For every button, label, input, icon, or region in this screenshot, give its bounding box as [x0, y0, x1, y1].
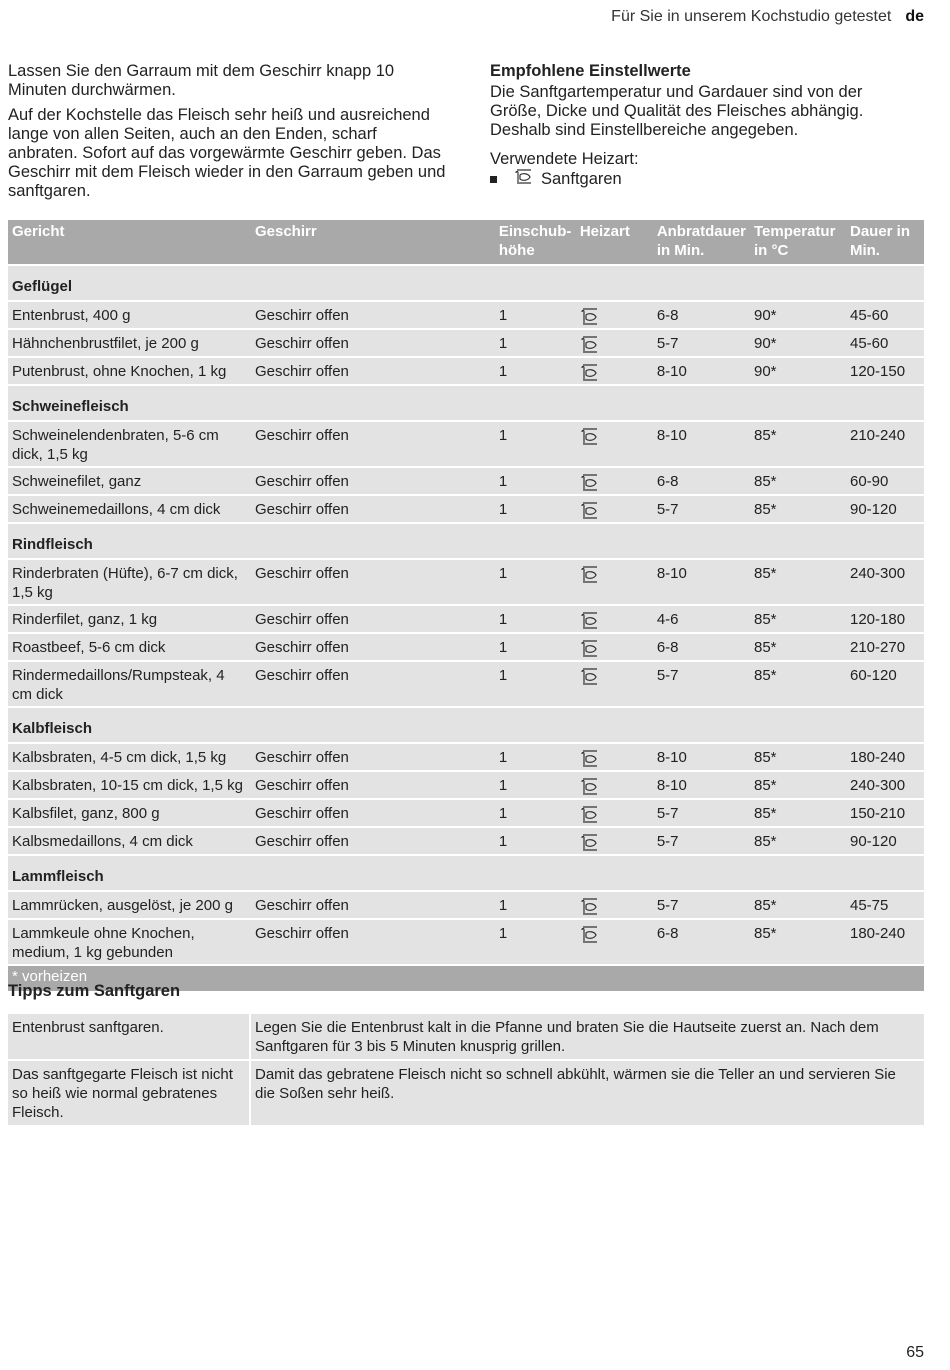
dish-cell: Kalbsfilet, ganz, 800 g: [8, 799, 251, 827]
heating-mode-cell: [576, 661, 653, 707]
temperature-cell: 85*: [750, 559, 846, 605]
duration-cell: 90-120: [846, 495, 924, 523]
dish-cell: Rinderfilet, ganz, 1 kg: [8, 605, 251, 633]
temperature-cell: 85*: [750, 891, 846, 919]
sanftgaren-icon: [580, 806, 649, 824]
sanftgaren-icon: [580, 668, 649, 686]
heating-mode-cell: [576, 919, 653, 965]
shelf-level-cell: 1: [495, 301, 576, 329]
table-header-row: [8, 220, 924, 265]
dish-cell: Kalbsbraten, 10-15 cm dick, 1,5 kg: [8, 771, 251, 799]
sear-time-cell: 5-7: [653, 799, 750, 827]
heating-mode-label: Sanftgaren: [541, 170, 622, 188]
dish-cell: Rindermedaillons/Rumpsteak, 4 cm dick: [8, 661, 251, 707]
dishware-cell: Geschirr offen: [251, 661, 495, 707]
table-row: [8, 827, 924, 855]
shelf-level-cell: 1: [495, 661, 576, 707]
dish-cell: Schweinelendenbraten, 5-6 cm dick, 1,5 kg: [8, 421, 251, 467]
shelf-level-cell: 1: [495, 799, 576, 827]
dishware-cell: Geschirr offen: [251, 771, 495, 799]
temperature-cell: 85*: [750, 605, 846, 633]
heating-mode-cell: [576, 421, 653, 467]
dish-cell: Roastbeef, 5-6 cm dick: [8, 633, 251, 661]
intro-paragraph-1: Lassen Sie den Garraum mit dem Geschirr knapp 10 Minuten durchwärmen.: [8, 62, 395, 99]
heating-mode-cell: [576, 891, 653, 919]
category-row: [8, 855, 924, 891]
tip-problem: Entenbrust sanftgaren.: [8, 1013, 250, 1060]
duration-cell: 120-150: [846, 357, 924, 385]
dishware-cell: Geschirr offen: [251, 467, 495, 495]
heating-mode-cell: [576, 329, 653, 357]
sear-time-cell: 5-7: [653, 891, 750, 919]
tip-solution: Legen Sie die Entenbrust kalt in die Pfanne und braten Sie die Hautseite zuerst an. Nach dem Sanftgaren für 3 bis 5 Minuten knusprig grillen.: [250, 1013, 924, 1060]
intro-paragraph-2: Auf der Kochstelle das Fleisch sehr heiß und ausreichend lange von allen Seiten, auch an den Enden, scharf anbraten. Sofort auf das vorgewärmte Geschirr geben. Das Geschirr mit dem Fleisch wieder in den Garraum geben und sanftgaren.: [8, 106, 446, 200]
dishware-cell: Geschirr offen: [251, 357, 495, 385]
duration-cell: 240-300: [846, 559, 924, 605]
dishware-cell: Geschirr offen: [251, 559, 495, 605]
temperature-cell: 90*: [750, 357, 846, 385]
dishware-cell: Geschirr offen: [251, 743, 495, 771]
dishware-cell: Geschirr offen: [251, 301, 495, 329]
sanftgaren-icon: [580, 778, 649, 796]
sanftgaren-icon: [580, 834, 649, 852]
table-row: [8, 799, 924, 827]
duration-cell: 210-240: [846, 421, 924, 467]
header-dish: Gericht: [8, 220, 251, 265]
dishware-cell: Geschirr offen: [251, 421, 495, 467]
cooking-table: [8, 220, 924, 991]
sear-time-cell: 8-10: [653, 357, 750, 385]
heating-mode-cell: [576, 605, 653, 633]
shelf-level-cell: 1: [495, 827, 576, 855]
duration-cell: 60-120: [846, 661, 924, 707]
sanftgaren-icon: [580, 428, 649, 446]
heating-label: Verwendete Heizart:: [490, 150, 639, 168]
sanftgaren-icon: [580, 612, 649, 630]
shelf-level-cell: 1: [495, 559, 576, 605]
table-row: [8, 891, 924, 919]
dish-cell: Rinderbraten (Hüfte), 6-7 cm dick, 1,5 kg: [8, 559, 251, 605]
sanftgaren-icon: [580, 336, 649, 354]
tips-table: [8, 1012, 924, 1125]
temperature-cell: 85*: [750, 421, 846, 467]
table-row: [8, 467, 924, 495]
category-row: [8, 385, 924, 421]
temperature-cell: 85*: [750, 467, 846, 495]
temperature-cell: 85*: [750, 919, 846, 965]
page-header: [611, 8, 924, 26]
settings-section: [490, 62, 910, 190]
sear-time-cell: 8-10: [653, 743, 750, 771]
sear-time-cell: 6-8: [653, 301, 750, 329]
table-row: [8, 661, 924, 707]
sear-time-cell: 6-8: [653, 919, 750, 965]
heating-mode-cell: [576, 495, 653, 523]
duration-cell: 45-60: [846, 301, 924, 329]
shelf-level-cell: 1: [495, 891, 576, 919]
table-row: [8, 301, 924, 329]
intro-text: [8, 62, 448, 207]
bullet-marker: [490, 176, 497, 183]
dish-cell: Kalbsmedaillons, 4 cm dick: [8, 827, 251, 855]
category-row: [8, 707, 924, 743]
dishware-cell: Geschirr offen: [251, 827, 495, 855]
table-row: [8, 919, 924, 965]
sear-time-cell: 6-8: [653, 467, 750, 495]
dish-cell: Lammrücken, ausgelöst, je 200 g: [8, 891, 251, 919]
heating-mode-cell: [576, 559, 653, 605]
table-row: [8, 357, 924, 385]
shelf-level-cell: 1: [495, 633, 576, 661]
tip-problem: Das sanftgegarte Fleisch ist nicht so heiß wie normal gebratenes Fleisch.: [8, 1060, 250, 1125]
dish-cell: Lammkeule ohne Knochen, medium, 1 kg gebunden: [8, 919, 251, 965]
heating-mode-cell: [576, 467, 653, 495]
sanftgaren-icon: [580, 474, 649, 492]
shelf-level-cell: 1: [495, 605, 576, 633]
sear-time-cell: 8-10: [653, 559, 750, 605]
sanftgaren-icon: [580, 364, 649, 382]
table-row: [8, 559, 924, 605]
sanftgaren-icon: [580, 308, 649, 326]
category-label: Kalbfleisch: [8, 707, 924, 743]
dish-cell: Putenbrust, ohne Knochen, 1 kg: [8, 357, 251, 385]
sanftgaren-icon: [580, 750, 649, 768]
duration-cell: 180-240: [846, 743, 924, 771]
tips-title: Tipps zum Sanftgaren: [8, 982, 181, 1000]
page-number: 65: [906, 1344, 924, 1361]
header-heating-mode: Heizart: [576, 220, 653, 265]
category-row: [8, 523, 924, 559]
table-row: [8, 771, 924, 799]
dishware-cell: Geschirr offen: [251, 495, 495, 523]
dishware-cell: Geschirr offen: [251, 329, 495, 357]
dish-cell: Hähnchenbrustfilet, je 200 g: [8, 329, 251, 357]
temperature-cell: 85*: [750, 771, 846, 799]
sanftgaren-icon: [580, 502, 649, 520]
sear-time-cell: 8-10: [653, 771, 750, 799]
temperature-cell: 85*: [750, 495, 846, 523]
sanftgaren-icon: [515, 169, 533, 190]
duration-cell: 210-270: [846, 633, 924, 661]
tip-solution: Damit das gebratene Fleisch nicht so schnell abkühlt, wärmen sie die Teller an und servieren Sie die Soßen sehr heiß.: [250, 1060, 924, 1125]
heating-mode-item: [490, 169, 910, 190]
heating-mode-cell: [576, 827, 653, 855]
temperature-cell: 90*: [750, 301, 846, 329]
category-label: Rindfleisch: [8, 523, 924, 559]
duration-cell: 45-75: [846, 891, 924, 919]
temperature-cell: 85*: [750, 743, 846, 771]
dish-cell: Schweinemedaillons, 4 cm dick: [8, 495, 251, 523]
sanftgaren-icon: [580, 640, 649, 658]
duration-cell: 60-90: [846, 467, 924, 495]
shelf-level-cell: 1: [495, 743, 576, 771]
sear-time-cell: 5-7: [653, 329, 750, 357]
table-row: [8, 495, 924, 523]
heating-mode-cell: [576, 301, 653, 329]
sear-time-cell: 4-6: [653, 605, 750, 633]
dishware-cell: Geschirr offen: [251, 891, 495, 919]
header-title: Für Sie in unserem Kochstudio getestet: [611, 8, 892, 25]
temperature-cell: 85*: [750, 633, 846, 661]
dish-cell: Schweinefilet, ganz: [8, 467, 251, 495]
heating-mode-cell: [576, 357, 653, 385]
dish-cell: Kalbsbraten, 4-5 cm dick, 1,5 kg: [8, 743, 251, 771]
tip-row: [8, 1013, 924, 1060]
shelf-level-cell: 1: [495, 919, 576, 965]
sear-time-cell: 8-10: [653, 421, 750, 467]
header-temperature: Temperatur in °C: [750, 220, 846, 265]
shelf-level-cell: 1: [495, 495, 576, 523]
dishware-cell: Geschirr offen: [251, 919, 495, 965]
shelf-level-cell: 1: [495, 467, 576, 495]
table-row: [8, 743, 924, 771]
sanftgaren-icon: [580, 898, 649, 916]
shelf-level-cell: 1: [495, 329, 576, 357]
sanftgaren-icon: [580, 566, 649, 584]
dishware-cell: Geschirr offen: [251, 633, 495, 661]
footnote: * vorheizen: [8, 965, 924, 991]
shelf-level-cell: 1: [495, 771, 576, 799]
sear-time-cell: 6-8: [653, 633, 750, 661]
sear-time-cell: 5-7: [653, 661, 750, 707]
cooking-table-wrapper: [8, 220, 924, 991]
duration-cell: 150-210: [846, 799, 924, 827]
duration-cell: 180-240: [846, 919, 924, 965]
temperature-cell: 90*: [750, 329, 846, 357]
temperature-cell: 85*: [750, 661, 846, 707]
header-shelf-level: Einschub-höhe: [495, 220, 576, 265]
table-row: [8, 421, 924, 467]
dishware-cell: Geschirr offen: [251, 605, 495, 633]
table-row: [8, 605, 924, 633]
tip-row: [8, 1060, 924, 1125]
table-row: [8, 633, 924, 661]
header-duration: Dauer in Min.: [846, 220, 924, 265]
temperature-cell: 85*: [750, 799, 846, 827]
duration-cell: 120-180: [846, 605, 924, 633]
temperature-cell: 85*: [750, 827, 846, 855]
duration-cell: 90-120: [846, 827, 924, 855]
sear-time-cell: 5-7: [653, 495, 750, 523]
heating-mode-cell: [576, 743, 653, 771]
duration-cell: 240-300: [846, 771, 924, 799]
dishware-cell: Geschirr offen: [251, 799, 495, 827]
header-dishware: Geschirr: [251, 220, 495, 265]
shelf-level-cell: 1: [495, 421, 576, 467]
heating-mode-cell: [576, 799, 653, 827]
table-body: [8, 265, 924, 991]
sanftgaren-icon: [580, 926, 649, 944]
tips-body: [8, 1013, 924, 1125]
duration-cell: 45-60: [846, 329, 924, 357]
language-code: de: [905, 8, 924, 25]
table-row: [8, 329, 924, 357]
category-label: Lammfleisch: [8, 855, 924, 891]
category-row: [8, 265, 924, 301]
settings-text: Die Sanftgartemperatur und Gardauer sind von der Größe, Dicke und Qualität des Fleisches abhängig. Deshalb sind Einstellbereiche angegeben.: [490, 83, 864, 139]
heating-mode-cell: [576, 633, 653, 661]
sear-time-cell: 5-7: [653, 827, 750, 855]
dish-cell: Entenbrust, 400 g: [8, 301, 251, 329]
category-label: Schweinefleisch: [8, 385, 924, 421]
settings-heading: Empfohlene Einstellwerte: [490, 62, 691, 80]
category-label: Geflügel: [8, 265, 924, 301]
heating-mode-cell: [576, 771, 653, 799]
header-sear-time: Anbratdauer in Min.: [653, 220, 750, 265]
shelf-level-cell: 1: [495, 357, 576, 385]
